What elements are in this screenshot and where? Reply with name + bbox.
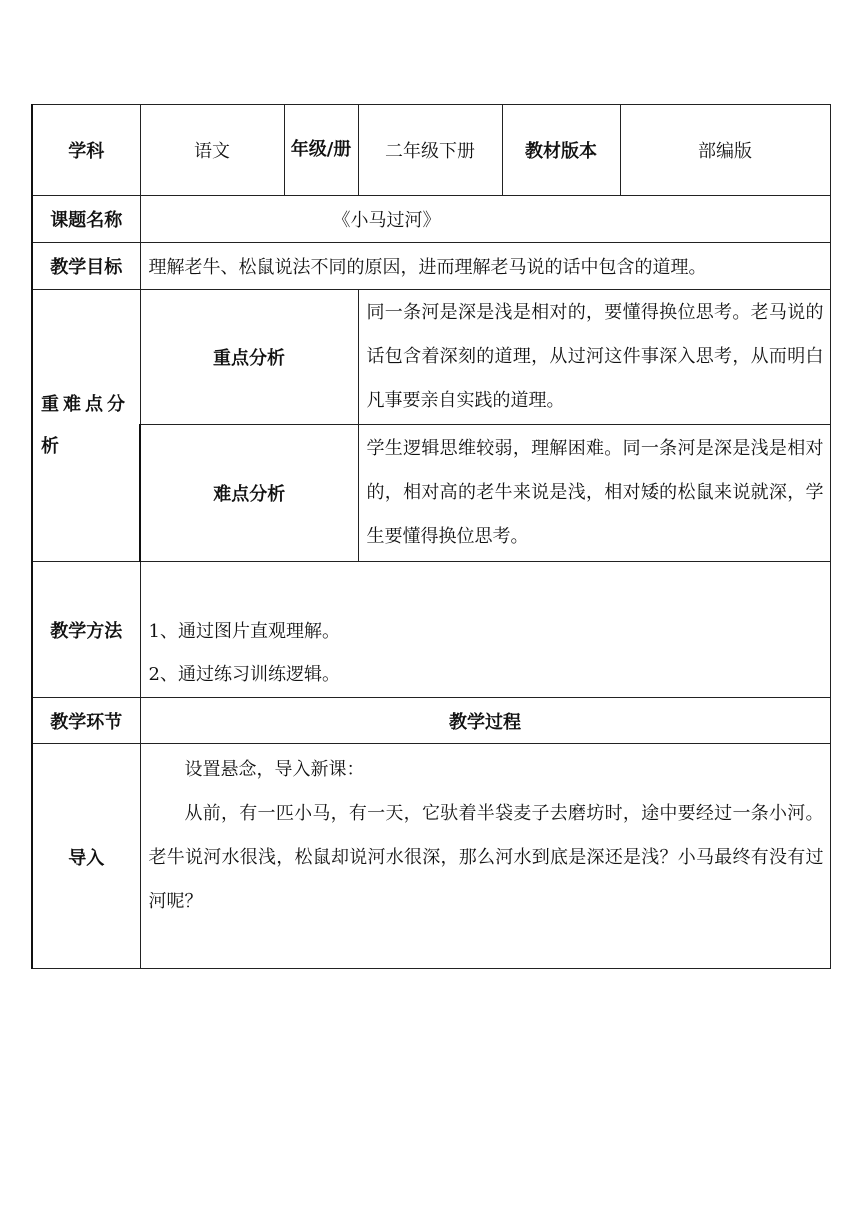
focus-row	[32, 290, 830, 425]
difficulty-text: 学生逻辑思维较弱，理解困难。同一条河是深是浅是相对的，相对高的老牛来说是浅，相对矮的松鼠来说就深，学生要懂得换位思考。	[358, 425, 830, 562]
intro-content	[140, 744, 830, 969]
method-item: 2、通过练习训练逻辑。	[148, 664, 340, 685]
lesson-title-text: 《小马过河》	[332, 210, 441, 231]
focus-text: 同一条河是深是浅是相对的，要懂得换位思考。老马说的话包含着深刻的道理，从过河这件事深入思考，从而明白凡事要亲自实践的道理。	[358, 290, 830, 425]
difficulty-label: 难点分析	[140, 425, 358, 562]
grade-value: 二年级下册	[358, 105, 502, 196]
goal-row	[32, 243, 830, 290]
info-row	[32, 105, 830, 196]
edition-label: 教材版本	[502, 105, 620, 196]
methods-list	[140, 562, 830, 698]
intro-label: 导入	[32, 744, 140, 969]
edition-value: 部编版	[620, 105, 830, 196]
process-label: 教学过程	[140, 698, 830, 744]
lesson-plan-table	[31, 104, 831, 969]
subject-label: 学科	[32, 105, 140, 196]
stage-label: 教学环节	[32, 698, 140, 744]
focus-label: 重点分析	[140, 290, 358, 425]
goal-text: 理解老牛、松鼠说法不同的原因，进而理解老马说的话中包含的道理。	[140, 243, 830, 290]
lesson-title-value	[140, 196, 830, 243]
difficulty-row	[32, 425, 830, 562]
process-header-row	[32, 698, 830, 744]
intro-row	[32, 744, 830, 969]
methods-row	[32, 562, 830, 698]
methods-label: 教学方法	[32, 562, 140, 698]
method-item: 1、通过图片直观理解。	[148, 621, 340, 642]
lesson-title-label: 课题名称	[32, 196, 140, 243]
goal-label: 教学目标	[32, 243, 140, 290]
key-points-label: 重难点分析	[32, 290, 140, 562]
grade-label: 年级/册	[284, 105, 358, 196]
intro-line-1: 设置悬念，导入新课：	[184, 759, 365, 780]
lesson-title-row	[32, 196, 830, 243]
intro-line-2: 从前，有一匹小马，有一天，它驮着半袋麦子去磨坊时，途中要经过一条小河。老牛说河水很浅，松鼠却说河水很深，那么河水到底是深还是浅？小马最终有没有过河呢？	[148, 803, 824, 912]
subject-value: 语文	[140, 105, 284, 196]
